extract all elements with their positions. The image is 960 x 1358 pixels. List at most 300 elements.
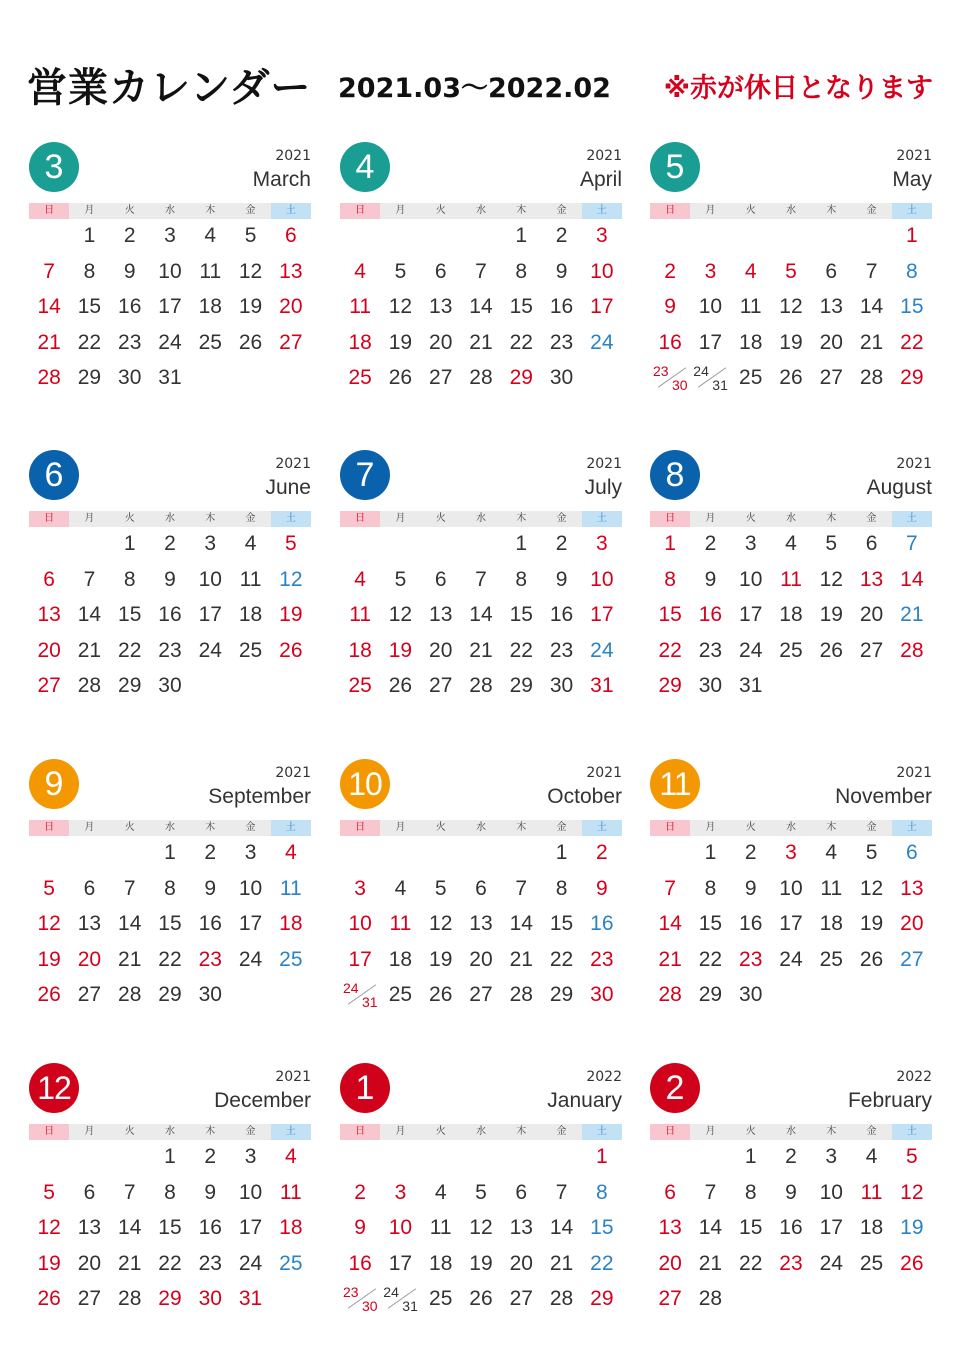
week-row: [340, 562, 622, 598]
weekday-label: 木: [501, 820, 541, 836]
day-cell: 30: [198, 1287, 222, 1310]
day-cell: 6: [284, 224, 297, 247]
day-cell: [421, 1139, 461, 1175]
day-cell: 15: [739, 1216, 763, 1239]
day-cell: 2: [664, 259, 676, 283]
day-cell: 4: [785, 532, 797, 555]
day-cell: 13: [279, 259, 303, 283]
day-cell: 26: [429, 983, 453, 1006]
month-name: April: [579, 168, 622, 191]
day-cell: 10: [590, 567, 614, 591]
day-cell: 12: [779, 295, 803, 318]
day-cell: 6: [434, 567, 447, 591]
day-cell: 16: [158, 603, 182, 626]
week-row: [29, 977, 311, 1013]
day-cell: 14: [859, 295, 884, 318]
day-cell: 21: [900, 603, 924, 626]
day-cell: 14: [469, 295, 493, 318]
day-cell: 7: [515, 876, 528, 900]
day-cell: 22: [590, 1251, 614, 1275]
day-cell: 20: [469, 947, 493, 971]
day-cell: [690, 218, 730, 254]
day-cell: 20: [37, 638, 61, 662]
weekday-header: [650, 203, 932, 219]
day-cell: 30: [118, 366, 142, 389]
day-cell: 4: [744, 259, 757, 283]
day-cell: [190, 668, 230, 704]
day-cell: 20: [77, 947, 102, 971]
day-cell: 20: [859, 603, 884, 626]
day-cell: 26: [279, 638, 303, 662]
day-cell: 22: [900, 330, 924, 354]
day-cell: 17: [590, 295, 614, 318]
weekday-label: 水: [771, 511, 811, 527]
day-cell: 10: [388, 1216, 413, 1239]
day-cell: 21: [469, 638, 493, 662]
week-row: [650, 906, 932, 942]
weekday-label: 土: [271, 511, 311, 527]
day-grid: [29, 1139, 311, 1317]
weekday-label: 火: [731, 820, 771, 836]
day-cell: 21: [118, 947, 142, 971]
day-cell: 18: [348, 330, 372, 354]
day-cell: 30: [698, 674, 723, 697]
day-cell: 8: [164, 876, 176, 900]
weekday-label: 日: [29, 203, 69, 219]
week-row: [29, 254, 311, 290]
day-cell: 7: [865, 259, 878, 283]
day-cell: 12: [279, 567, 303, 591]
day-cell: [892, 1281, 932, 1317]
day-grid: [650, 1139, 932, 1317]
day-cell: 3: [704, 259, 717, 283]
weekday-label: 日: [340, 1124, 380, 1140]
day-cell: 22: [118, 638, 142, 662]
day-cell: [811, 1281, 851, 1317]
day-cell: 8: [555, 876, 568, 900]
month-number-badge: 9: [29, 759, 79, 809]
day-cell: 23 30: [653, 363, 688, 393]
day-cell: 10: [238, 1180, 263, 1204]
weekday-label: 火: [731, 511, 771, 527]
day-cell: 4: [204, 224, 217, 247]
day-cell: 29: [698, 983, 723, 1006]
month-year: 2021: [896, 456, 932, 472]
day-cell: 22: [509, 330, 533, 354]
day-cell: 16: [590, 912, 614, 935]
day-cell: 17: [238, 1216, 263, 1239]
month-year: 2021: [896, 765, 932, 781]
day-cell: 4: [354, 259, 366, 283]
day-cell: 15: [590, 1216, 614, 1239]
weekday-label: 月: [69, 203, 109, 219]
day-cell: 9: [664, 295, 676, 318]
month-name: October: [547, 785, 622, 808]
week-row: [29, 1246, 311, 1282]
day-cell: 29: [509, 366, 533, 389]
day-cell: 25: [279, 947, 303, 971]
weekday-label: 日: [650, 511, 690, 527]
day-cell: 3: [244, 841, 257, 864]
day-cell: 9: [555, 259, 568, 283]
day-cell: 5: [865, 841, 878, 864]
day-cell: 2: [204, 1145, 217, 1168]
day-cell: 11: [199, 259, 222, 283]
day-cell: 18: [388, 947, 413, 971]
day-cell: 28: [469, 366, 493, 389]
day-cell: 16: [549, 295, 574, 318]
week-row: [29, 360, 311, 396]
day-cell: 23: [779, 1251, 803, 1275]
day-cell: 5: [434, 876, 447, 900]
holiday-note: ※赤が休日となります: [663, 73, 933, 104]
weekday-label: 水: [150, 203, 190, 219]
day-cell: 23: [698, 638, 723, 662]
weekday-label: 水: [150, 511, 190, 527]
day-cell: 11: [389, 912, 412, 935]
weekday-label: 土: [582, 203, 622, 219]
day-cell: 12: [859, 876, 884, 900]
day-cell: 9: [123, 259, 136, 283]
day-cell: 19: [900, 1216, 924, 1239]
day-cell: 19: [859, 912, 884, 935]
day-cell: 30: [158, 674, 182, 697]
day-cell: 3: [354, 876, 366, 900]
day-cell: 25: [279, 1251, 303, 1275]
day-cell: 21: [658, 947, 682, 971]
day-cell: [340, 526, 380, 562]
day-cell: 12: [469, 1216, 493, 1239]
day-cell: 4: [284, 841, 297, 864]
weekday-label: 金: [230, 1124, 270, 1140]
weekday-label: 土: [582, 511, 622, 527]
weekday-label: 火: [421, 511, 461, 527]
day-cell: 11: [349, 603, 372, 626]
day-cell: 7: [475, 259, 487, 283]
month-number-badge: 7: [340, 450, 390, 500]
month-block: [340, 1063, 622, 1353]
day-cell: [650, 218, 690, 254]
day-cell: [771, 668, 811, 704]
day-cell: 13: [37, 603, 61, 626]
day-cell: 3: [595, 224, 608, 247]
day-cell: [230, 360, 270, 396]
day-cell: [29, 218, 69, 254]
day-cell: [340, 218, 380, 254]
day-cell: [69, 1139, 109, 1175]
day-cell: 19: [779, 330, 803, 354]
week-row: [29, 526, 311, 562]
month-year: 2022: [586, 1069, 622, 1085]
week-row: [650, 942, 932, 978]
day-cell: 25: [198, 330, 222, 354]
day-cell: 15: [900, 295, 924, 318]
day-cell: 24 31: [383, 1284, 418, 1314]
weekday-label: 木: [811, 1124, 851, 1140]
day-cell: 18: [238, 603, 263, 626]
weekday-label: 水: [461, 511, 501, 527]
day-cell: 4: [354, 567, 366, 591]
week-row: [340, 254, 622, 290]
day-cell: 26: [900, 1251, 924, 1275]
day-cell: 27: [429, 366, 453, 389]
day-cell: 19: [469, 1251, 493, 1275]
weekday-label: 火: [110, 511, 150, 527]
day-cell: 14: [900, 567, 924, 591]
weekday-label: 土: [582, 1124, 622, 1140]
day-cell: 19: [37, 947, 61, 971]
day-cell: 20: [77, 1251, 102, 1275]
month-block: [650, 450, 932, 740]
day-cell: 23: [739, 947, 763, 971]
day-cell: [380, 1139, 420, 1175]
day-cell: 18: [279, 1216, 303, 1239]
day-cell: 3: [785, 841, 797, 864]
day-cell: 24: [158, 330, 182, 354]
week-row: [650, 835, 932, 871]
day-grid: [340, 835, 622, 1013]
weekday-label: 月: [690, 511, 730, 527]
day-cell: 29: [658, 674, 682, 697]
weekday-label: 火: [731, 1124, 771, 1140]
day-cell: 30: [739, 983, 763, 1006]
day-cell: 23: [549, 638, 574, 662]
day-cell: 3: [244, 1145, 257, 1168]
day-cell: 10: [238, 876, 263, 900]
day-cell: 12: [238, 259, 263, 283]
day-grid: [650, 526, 932, 704]
day-cell: 1: [164, 841, 176, 864]
day-cell: 4: [284, 1145, 297, 1168]
week-row: [340, 871, 622, 907]
day-cell: 2: [704, 532, 717, 555]
day-cell: [110, 835, 150, 871]
day-cell: 27: [279, 330, 303, 354]
day-cell: 23: [590, 947, 614, 971]
month-name: August: [866, 476, 932, 499]
day-cell: 9: [204, 876, 217, 900]
day-cell: 6: [515, 1180, 528, 1204]
week-row: [29, 1175, 311, 1211]
day-cell: 15: [698, 912, 723, 935]
day-cell: 7: [123, 876, 136, 900]
day-cell: 3: [164, 224, 176, 247]
week-row: [340, 526, 622, 562]
day-cell: 1: [555, 841, 568, 864]
day-cell: 29: [77, 366, 102, 389]
day-cell: 10: [348, 912, 372, 935]
day-cell: 30: [549, 674, 574, 697]
weekday-label: 木: [190, 1124, 230, 1140]
day-cell: 29: [158, 983, 182, 1006]
day-cell: 9: [704, 567, 717, 591]
day-cell: [731, 1281, 771, 1317]
day-cell: 14: [658, 912, 682, 935]
weekday-label: 土: [892, 203, 932, 219]
week-row: [340, 906, 622, 942]
day-cell: 11: [820, 876, 843, 900]
weekday-label: 水: [461, 1124, 501, 1140]
day-cell: 12: [900, 1180, 924, 1204]
day-cell: 24: [238, 1251, 263, 1275]
day-cell: 9: [204, 1180, 217, 1204]
day-cell: 18: [819, 912, 843, 935]
day-cell: 5: [244, 224, 257, 247]
day-grid: [340, 218, 622, 396]
day-cell: 25: [819, 947, 843, 971]
day-cell: 10: [819, 1180, 843, 1204]
day-cell: [380, 835, 420, 871]
day-grid: [340, 526, 622, 704]
day-cell: 12: [388, 295, 413, 318]
day-cell: [230, 977, 270, 1013]
day-cell: 28: [118, 983, 142, 1006]
day-cell: [771, 218, 811, 254]
day-grid: [29, 835, 311, 1013]
day-cell: 16: [698, 603, 723, 626]
day-cell: 2: [164, 532, 176, 555]
day-cell: [731, 218, 771, 254]
week-row: [29, 835, 311, 871]
day-cell: 10: [590, 259, 614, 283]
day-cell: 4: [865, 1145, 878, 1168]
weekday-label: 金: [851, 1124, 891, 1140]
weekday-label: 木: [190, 511, 230, 527]
day-cell: 5: [394, 567, 407, 591]
day-cell: [110, 1139, 150, 1175]
weekday-label: 水: [771, 203, 811, 219]
day-cell: 13: [77, 912, 102, 935]
day-cell: 20: [658, 1251, 682, 1275]
day-grid: [29, 526, 311, 704]
week-row: [650, 977, 932, 1013]
month-number-badge: 4: [340, 142, 390, 192]
day-cell: 11: [349, 295, 372, 318]
month-name: July: [584, 476, 622, 499]
day-cell: 4: [244, 532, 257, 555]
week-row: [340, 1281, 622, 1317]
day-cell: 8: [744, 1180, 757, 1204]
day-cell: 26: [469, 1287, 493, 1310]
day-cell: 26: [859, 947, 884, 971]
weekday-header: [340, 820, 622, 836]
day-cell: 7: [475, 567, 487, 591]
week-row: [650, 1139, 932, 1175]
weekday-label: 金: [851, 203, 891, 219]
day-cell: 29: [118, 674, 142, 697]
weekday-label: 土: [271, 820, 311, 836]
day-cell: 12: [388, 603, 413, 626]
day-cell: 4: [394, 876, 407, 900]
day-cell: 14: [118, 1216, 142, 1239]
day-cell: 13: [819, 295, 843, 318]
day-cell: 29: [158, 1287, 182, 1310]
day-cell: 21: [698, 1251, 723, 1275]
weekday-label: 金: [230, 511, 270, 527]
day-cell: 27: [658, 1287, 682, 1310]
day-cell: 3: [744, 532, 757, 555]
day-cell: 2: [555, 532, 568, 555]
day-cell: 9: [785, 1180, 797, 1204]
day-cell: 23 30: [343, 1284, 378, 1314]
weekday-label: 月: [380, 1124, 420, 1140]
weekday-label: 日: [650, 820, 690, 836]
day-cell: 10: [158, 259, 182, 283]
month-name: May: [892, 168, 932, 191]
day-cell: 13: [77, 1216, 102, 1239]
day-cell: 2: [204, 841, 217, 864]
day-cell: 20: [279, 295, 303, 318]
weekday-label: 日: [340, 511, 380, 527]
day-cell: [230, 668, 270, 704]
weekday-label: 日: [340, 203, 380, 219]
day-cell: 22: [77, 330, 102, 354]
weekday-label: 木: [501, 203, 541, 219]
day-cell: 31: [739, 674, 763, 697]
week-row: [650, 597, 932, 633]
day-cell: [892, 668, 932, 704]
day-cell: 16: [549, 603, 574, 626]
week-row: [340, 668, 622, 704]
day-cell: 1: [164, 1145, 176, 1168]
day-cell: 5: [284, 532, 297, 555]
day-cell: 5: [394, 259, 407, 283]
weekday-label: 水: [771, 820, 811, 836]
day-cell: 16: [348, 1251, 372, 1275]
day-cell: 6: [664, 1180, 676, 1204]
day-cell: 22: [658, 638, 682, 662]
day-cell: 28: [900, 638, 924, 662]
day-cell: 29: [549, 983, 574, 1006]
day-cell: 20: [429, 638, 453, 662]
day-cell: [421, 526, 461, 562]
day-cell: [271, 1281, 311, 1317]
day-cell: [271, 360, 311, 396]
month-number-badge: 10: [340, 759, 390, 809]
week-row: [29, 942, 311, 978]
day-cell: 24: [238, 947, 263, 971]
day-cell: [461, 218, 501, 254]
day-cell: 3: [595, 532, 608, 555]
day-cell: 15: [658, 603, 682, 626]
day-cell: 15: [549, 912, 574, 935]
weekday-label: 月: [69, 511, 109, 527]
day-cell: 7: [704, 1180, 717, 1204]
day-cell: 6: [475, 876, 487, 900]
day-cell: 17: [779, 912, 803, 935]
day-cell: [650, 835, 690, 871]
day-cell: 29: [590, 1287, 614, 1310]
weekday-label: 木: [501, 1124, 541, 1140]
day-cell: 24: [590, 638, 614, 662]
month-block: [650, 1063, 932, 1353]
day-cell: [461, 1139, 501, 1175]
weekday-header: [29, 511, 311, 527]
day-cell: 14: [77, 603, 102, 626]
day-cell: [771, 1281, 811, 1317]
day-cell: [29, 1139, 69, 1175]
day-cell: 11: [780, 567, 802, 591]
week-row: [650, 289, 932, 325]
weekday-label: 木: [811, 511, 851, 527]
day-cell: 24 31: [693, 363, 728, 393]
day-grid: [29, 218, 311, 396]
month-year: 2021: [275, 1069, 311, 1085]
day-cell: 25: [348, 366, 372, 389]
month-name: June: [265, 476, 311, 499]
day-cell: 25: [859, 1251, 884, 1275]
day-cell: 5: [43, 1180, 55, 1204]
